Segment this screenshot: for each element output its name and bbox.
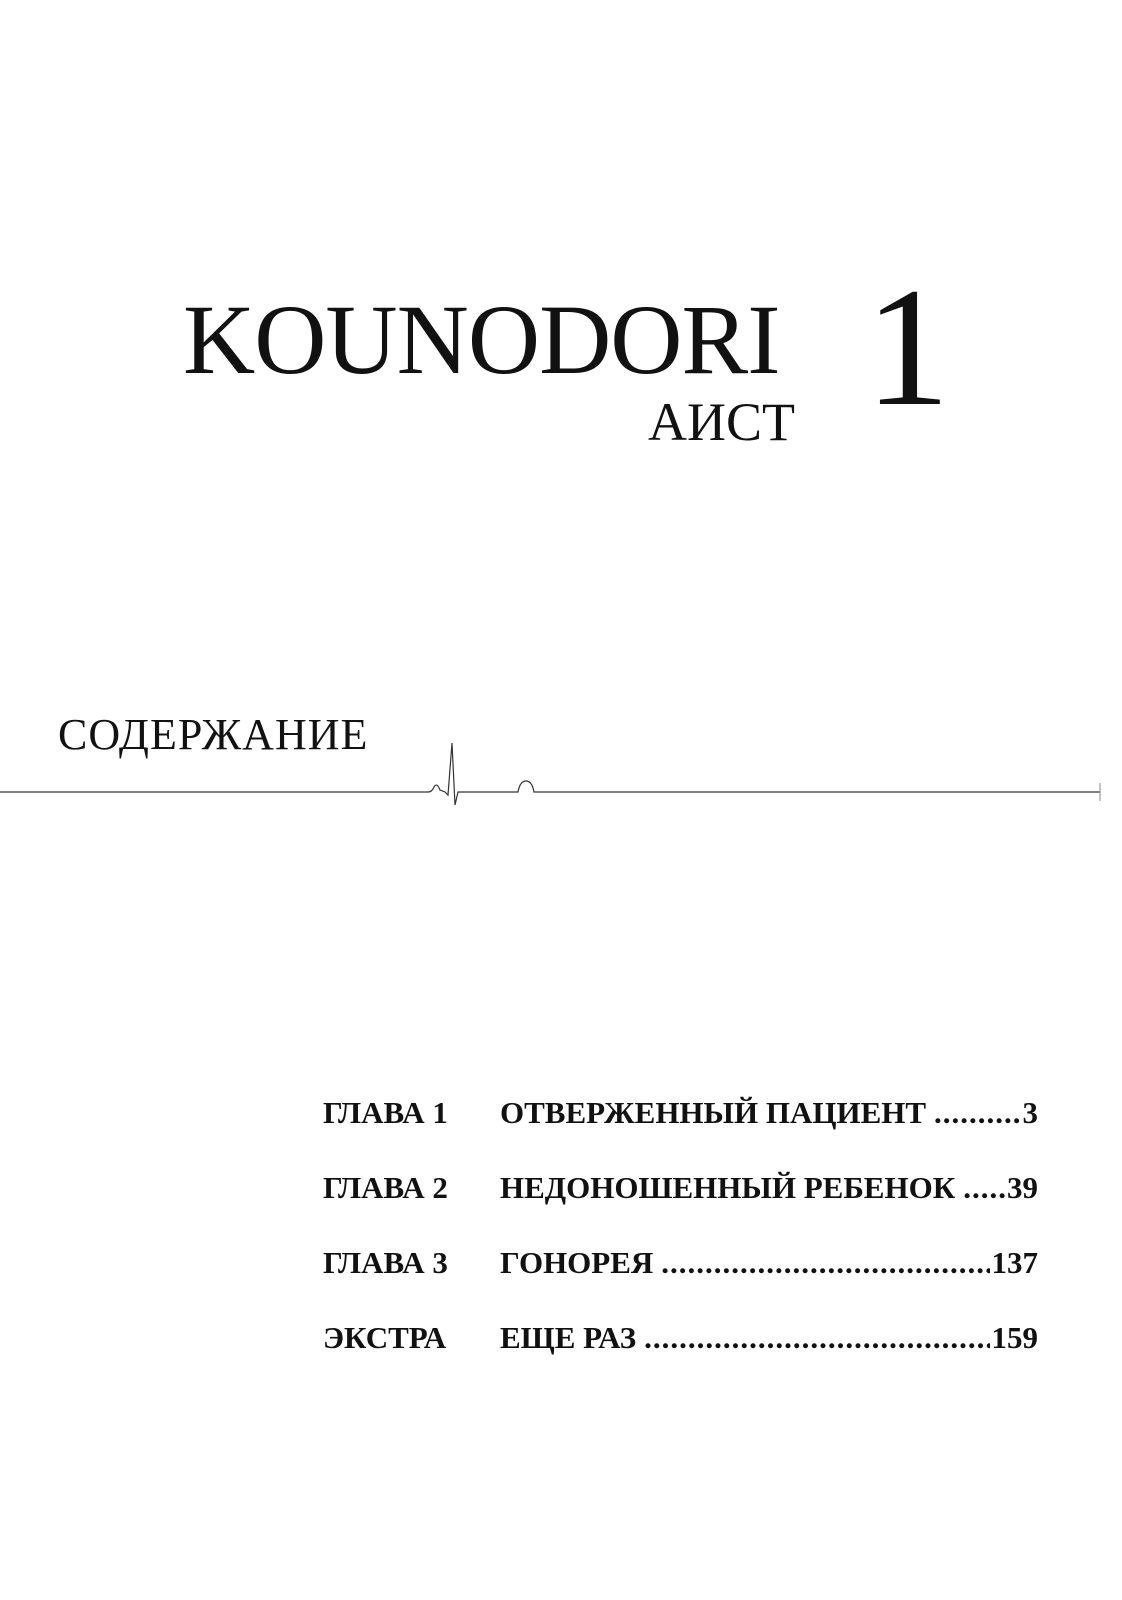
toc-page-number: 159 — [991, 1320, 1038, 1355]
toc-chapter: ГЛАВА 3 — [323, 1245, 448, 1280]
heartbeat-line-divider — [0, 735, 1122, 815]
toc-chapter: ГЛАВА 2 — [323, 1170, 448, 1205]
contents-heading: СОДЕРЖАНИЕ — [58, 710, 369, 759]
volume-number: 1 — [865, 253, 950, 441]
toc-page-number: 137 — [991, 1245, 1038, 1280]
toc-row[interactable] — [323, 1320, 1038, 1395]
toc-row[interactable] — [323, 1095, 1038, 1170]
toc-chapter: ЭКСТРА — [323, 1320, 447, 1355]
toc-row[interactable] — [323, 1245, 1038, 1320]
toc-leader-dots — [644, 1320, 989, 1356]
toc-leader-dots — [661, 1245, 989, 1281]
table-of-contents — [323, 1095, 1038, 1395]
toc-title: ГОНОРЕЯ — [500, 1245, 654, 1280]
toc-title: ОТВЕРЖЕННЫЙ ПАЦИЕНТ — [500, 1095, 927, 1130]
book-subtitle: АИСТ — [648, 392, 795, 452]
toc-row[interactable] — [323, 1170, 1038, 1245]
toc-title: ЕЩЕ РАЗ — [500, 1320, 637, 1355]
toc-page-number: 3 — [1022, 1095, 1038, 1130]
toc-leader-dots — [934, 1095, 1020, 1131]
toc-page-number: 39 — [1007, 1170, 1038, 1205]
book-title: KOUNODORI — [183, 284, 780, 395]
toc-title: НЕДОНОШЕННЫЙ РЕБЕНОК — [500, 1170, 956, 1205]
toc-chapter: ГЛАВА 1 — [323, 1095, 448, 1130]
toc-leader-dots — [963, 1170, 1005, 1206]
